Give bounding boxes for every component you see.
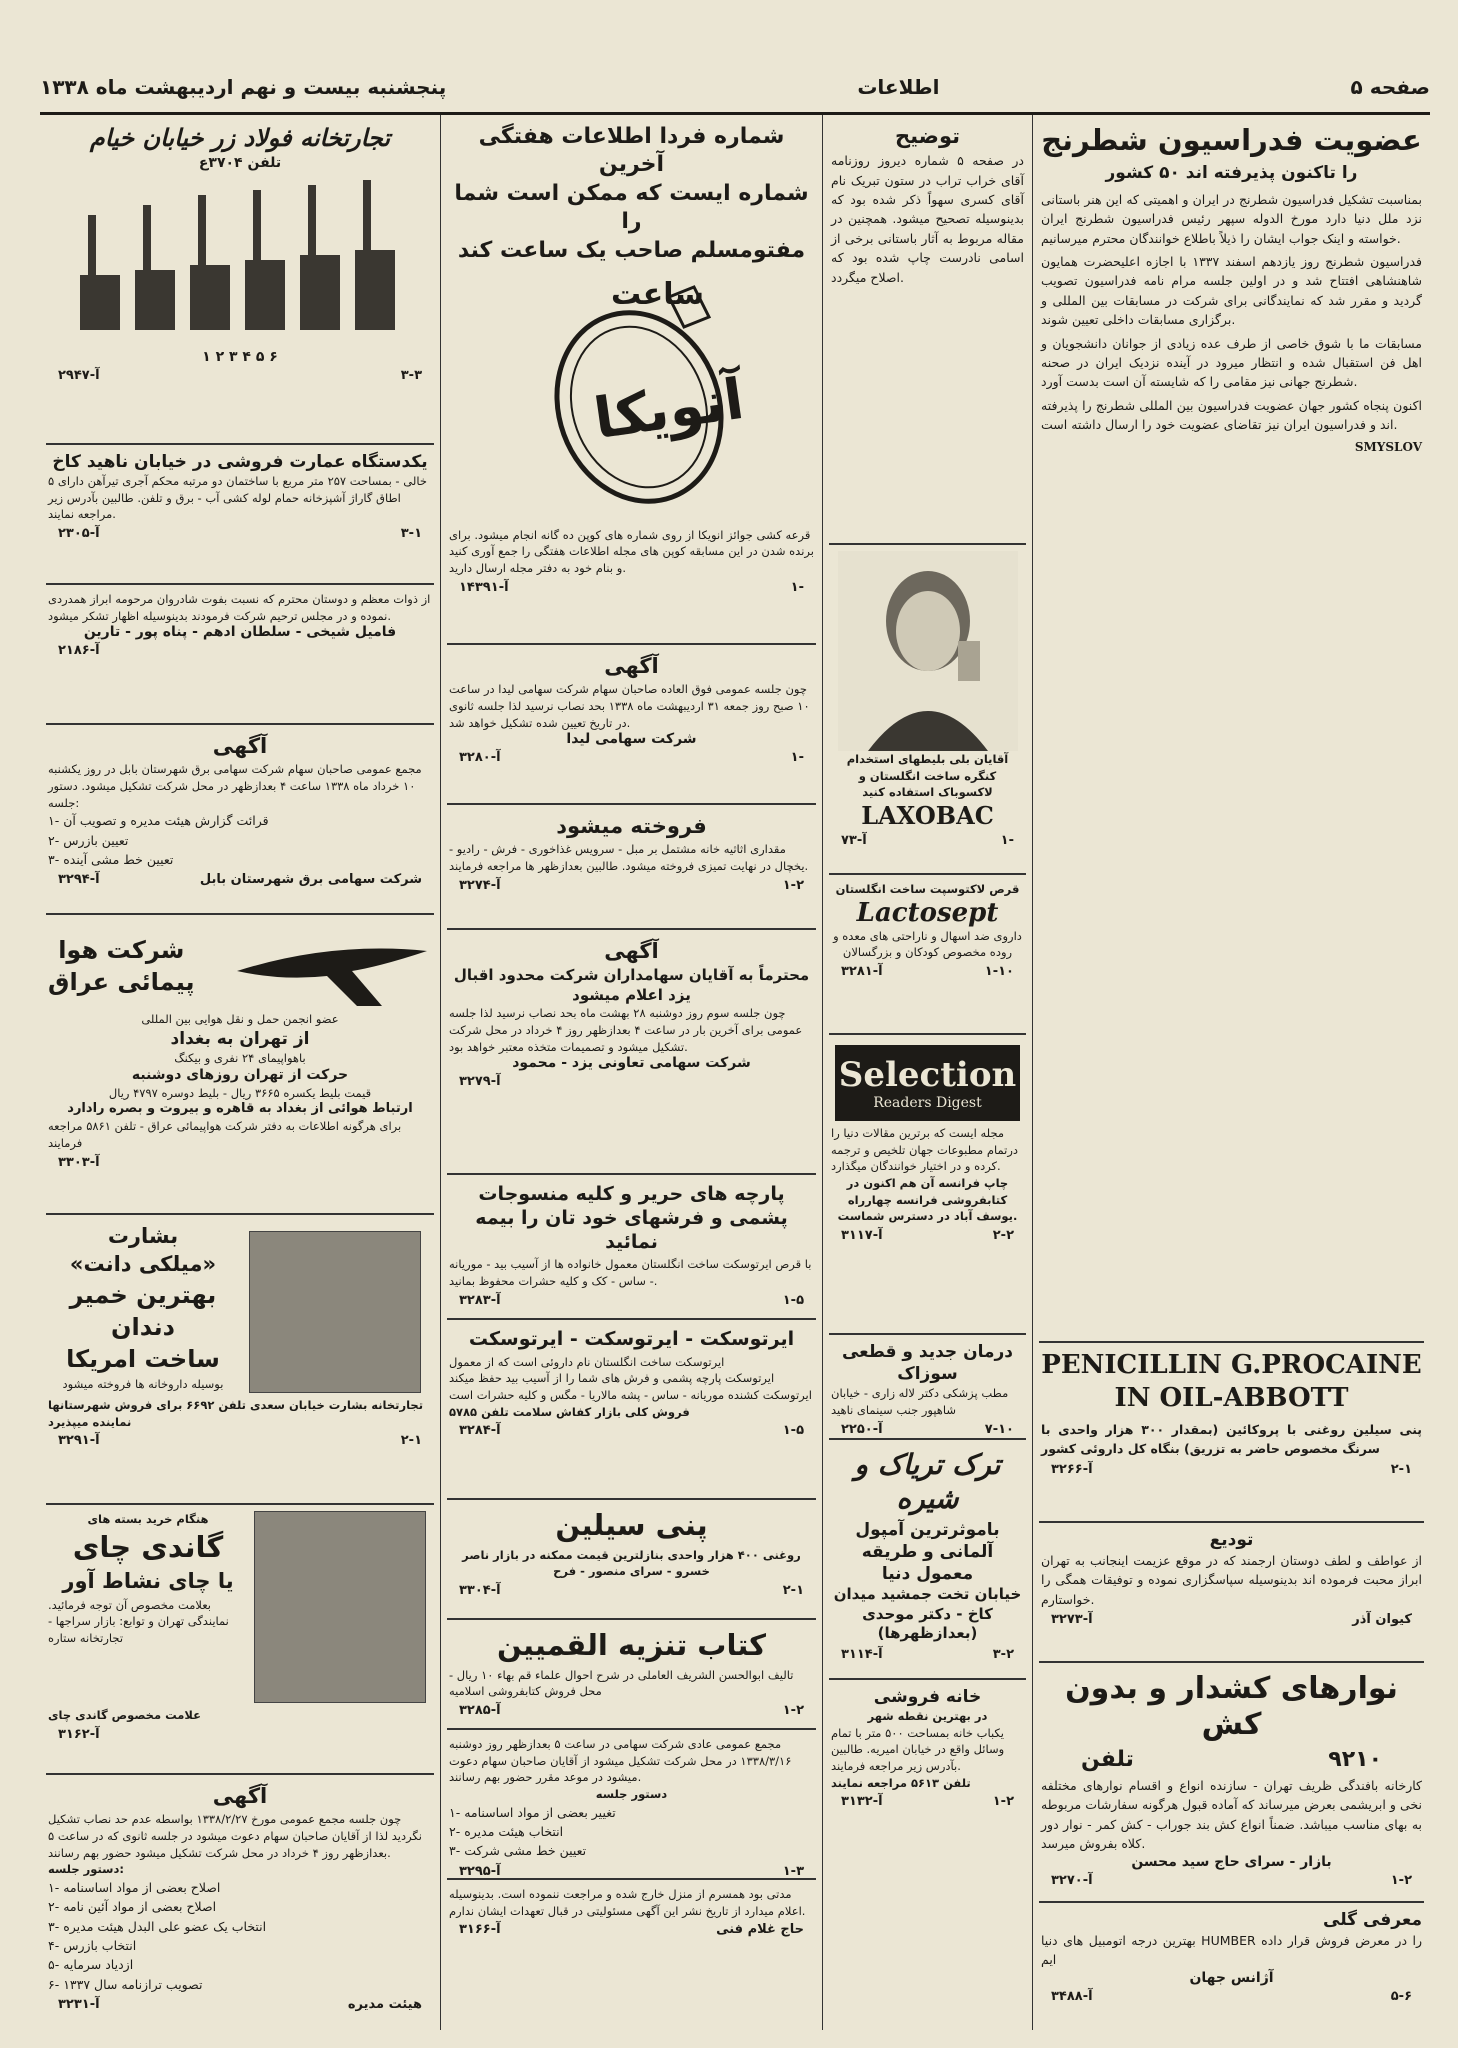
lactosept-brand: Lactosept <box>856 897 999 928</box>
ad-code: آ-۳۲۸۳ ۱-۵ <box>459 1292 804 1308</box>
lida-signature: شرکت سهامی لیدا <box>566 731 697 748</box>
airline-info: برای هرگونه اطلاعات به دفتر شرکت هواپیمائی عراق - تلفن ۵۸۶۱ مراجعه فرمایند <box>48 1119 402 1150</box>
assembly-agenda-title: دستور جلسه <box>595 1787 668 1802</box>
airline-price: قیمت بلیط یکسره ۳۶۶۵ ریال - بلیط دوسره ۴۷۹۷ ریال <box>108 1085 372 1100</box>
lida-notice <box>447 645 816 805</box>
foundry-ad <box>46 115 434 445</box>
toothpaste-title: ساخت امریکا <box>66 1344 220 1373</box>
laxobac-brand: LAXOBAC <box>861 801 994 831</box>
agenda-item: ۵- ازدیاد سرمایه <box>48 1957 134 1973</box>
issue-date: پنجشنبه بیست و نهم اردیبهشت ماه ۱۳۳۸ <box>40 75 447 99</box>
chess-paragraph: بمناسبت تشکیل فدراسیون شطرنج در ایران و اهمیتی که این هنر باستانی نزد ملل دنیا دارد مورخ الدوله سپهر رئیس فدراسیون شطرنج ایران خواسته و اینک جواب ایشان را ذیلاً باطلاع خوانندگان محترم میرسانیم. <box>1041 191 1422 246</box>
gandhi-text: بعلامت مخصوص آن توجه فرمائید. نمایندگی تهران و توابع: بازار سراجها - تجارتخانه ستاره <box>48 1597 229 1646</box>
airline-line: عضو انجمن حمل و نقل هوایی بین المللی <box>141 1012 339 1026</box>
ad-code: آ-۳۲۷۴ ۱-۲ <box>459 877 804 893</box>
column-4 <box>40 115 440 2030</box>
correction-text: در صفحه ۵ شماره دیروز روزنامه آقای خراب تراب در ستون تبریک نام آقای کسری سهواً ذکر شده بود که بدینوسیله تصحیح میشود. همچنین در مقاله مربوط به آثار باستانی برخی از اسامی نادرست چاپ شده بود که اصلاح میگردد. <box>831 153 1024 285</box>
agenda-item: ۴- انتخاب بازرس <box>48 1938 137 1954</box>
ribbon-factory-ad <box>1039 1663 1424 1903</box>
ad-code: آ-۳۱۳۲ ۱-۲ <box>841 1794 1014 1810</box>
ad-code: آ-۷۳ ۱- <box>841 833 1014 849</box>
penicillin-abbott-title: PENICILLIN G.PROCAINE IN OIL-ABBOTT <box>1041 1350 1422 1413</box>
chess-paragraph: فدراسیون شطرنج روز یازدهم اسفند ۱۳۳۷ با اجازه اعلیحضرت همایون شاهنشاهی افتتاح شد و در اولین جلسه مرام نامه فدراسیون تصویب گردید و مقرر شد که نمایندگانی برای شرکت در مسابقات بین المللی و برگزاری مسابقات داخلی تعیین شوند. <box>1041 254 1423 328</box>
sahand-text: چون جلسه مجمع عمومی مورخ ۱۳۳۸/۲/۲۷ بواسطه عدم حد نصاب تشکیل نگردید لذا از آقایان صاحبان سهام دعوت میشود در جلسه ثانوی که در ساعت ۵ بعدازظهر روز ۴ خرداد در محل شرکت تشکیل میشود حضور بهم رسانند. <box>48 1812 422 1860</box>
ad-code: آ-۳۲۹۵ ۱-۳ <box>459 1863 804 1879</box>
selection-text: مجله ایست که برترین مقالات دنیا را درتمام مطبوعات جهان تلخیص و ترجمه کرده و در اختیار خوانندگان میگذارد. <box>831 1126 1018 1174</box>
book-text: تالیف ابوالحسن الشریف العاملی در شرح احوال علماء قم بهاء ۱۰ ریال - محل فروش کتابفروشی اسلامیه <box>449 1667 794 1699</box>
ad-code: آ-۳۲۶۶ ۲-۱ <box>1051 1461 1412 1477</box>
gandhi-head: هنگام خرید بسته های <box>87 1512 209 1526</box>
toothpaste-text: تجارتخانه بشارت خیابان سعدی تلفن ۶۶۹۲ برای فروش شهرستانها نماینده میپذیرد <box>48 1398 424 1429</box>
selection-sub: Readers Digest <box>873 1095 982 1111</box>
for-sale-title: فروخته میشود <box>556 814 707 838</box>
watch-brand: آنویکا <box>590 366 748 452</box>
ad-code: آ-۳۲۷۰ ۱-۲ <box>1051 1872 1412 1888</box>
ad-code: آ-۳۲۸۵ ۱-۲ <box>459 1703 804 1719</box>
watch-text: قرعه کشی جوائز انویکا از روی شماره های کوپن ده گانه انجام میشود. برای برنده شدن در این مسابقه کوپن های مجله اطلاعات هفتگی را جمع آوری کنید و بنام خود به دفتر مجله ارسال دارید. <box>449 527 814 575</box>
sahand-title: آگهی <box>212 1784 268 1808</box>
agenda-item: ۱- تغییر بعضی از مواد اساسنامه <box>449 1804 616 1820</box>
ad-code: آ-۳۲۷۹ <box>459 1074 501 1090</box>
toothpaste-sub: بوسیله داروخانه ها فروخته میشود <box>62 1376 224 1391</box>
foundry-title: تجارتخانه فولاد زر خیابان خیام <box>89 124 391 152</box>
watch-headline: شماره فردا اطلاعات هفتگی آخرین <box>478 124 785 177</box>
airline-schedule: حرکت از تهران روزهای دوشنبه <box>131 1067 349 1084</box>
gandhi-portrait <box>254 1511 426 1703</box>
building-title: یکدستگاه عمارت فروشی در خیابان ناهید کاخ <box>52 452 428 472</box>
ribbon-title: نوارهای کشدار و بدون کش <box>1065 1671 1398 1742</box>
sahand-notice <box>46 1775 434 2030</box>
yazd-signature: شرکت سهامی تعاونی یزد - محمود <box>512 1055 751 1072</box>
ad-code: آ-۳۲۸۴ ۱-۵ <box>459 1423 804 1439</box>
paper-name: اطلاعات <box>857 75 940 99</box>
treatment-title: درمان جدید و قطعی سوزاک <box>841 1342 1013 1385</box>
column-3 <box>440 115 822 2030</box>
agenda-item: ۳- انتخاب یک عضو علی البدل هیئت مدیره <box>48 1918 267 1934</box>
masthead <box>40 62 1430 115</box>
humber-title: معرفی گلی <box>1323 1910 1422 1930</box>
agenda-item: ۲- تعیین بازرس <box>48 832 129 848</box>
lactosept-ad <box>829 875 1026 1035</box>
agenda-item: ۲- انتخاب هیئت مدیره <box>449 1824 564 1840</box>
correction-notice <box>829 115 1026 545</box>
gandhi-title: گاندی چای <box>72 1529 224 1564</box>
ad-code: آ-۳۱۶۲ <box>58 1726 100 1742</box>
toothpaste-title: بشارت <box>107 1224 179 1248</box>
foundry-phone: تلفن ۳۷۰۴ع <box>198 155 282 171</box>
house-sale-ad <box>829 1680 1026 1900</box>
lactosept-text: داروی ضد اسهال و ناراحتی های معده و روده مخصوص کودکان و بزرگسالان <box>833 928 1022 960</box>
ad-code: آ-۳۲۷۳ کیوان آذر <box>1051 1612 1412 1628</box>
ad-code: آ-۳۲۸۱ ۱-۱۰ <box>841 964 1014 980</box>
toothpaste-title: بهترین خمیر <box>69 1280 217 1309</box>
watch-label: ساعت <box>610 276 704 312</box>
column-1 <box>1032 115 1430 2030</box>
building-sale-ad <box>46 445 434 585</box>
iraqi-airways-ad <box>46 915 434 1215</box>
selection-brand: Selection <box>838 1055 1017 1095</box>
lactosept-line: قرص لاکتوسپت ساخت انگلستان <box>835 882 1020 896</box>
book-ad <box>447 1620 816 1730</box>
babol-electric-notice <box>46 725 434 915</box>
irtosekt-line: ایرتوسکت ساخت انگلستان نام داروئی است که از معمول <box>449 1354 725 1369</box>
airline-title: پیمائی عراق <box>48 968 195 996</box>
babol-text: مجمع عمومی صاحبان سهام شرکت سهامی برق شهرستان بابل در روز یکشنبه ۱۰ خرداد ماه ۱۳۳۸ ساعت ۴ بعدازظهر در محل شرکت تشکیل میشود. دستور جلسه: <box>48 762 422 810</box>
chess-paragraph: مسابقات ما با شوق خاصی از طرف عده زیادی از جوانان دانشجویان و اهل فن استقبال شده و انتظار میرود در آینده نزدیک ایران در صحنه شطرنج جهانی نیز مقامی را که شایسته آن است بدست آورد. <box>1041 335 1422 390</box>
ribbon-address: بازار - سرای حاج سید محسن <box>1131 1853 1332 1870</box>
ribbon-text: کارخانه بافندگی ظریف تهران - سازنده انواع و اقسام نوارهای مختلفه نخی و ابریشمی بعرض میرساند که آماده قبول هرگونه سفارشات مربوطه به بهای مناسب میباشد. ضمناً انواع کش بند جوراب - کش کمر - نوار دور کلاه بفروش میرسد. <box>1041 1778 1422 1852</box>
babol-title: آگهی <box>212 734 268 758</box>
agenda-item: ۳- تعیین خط مشی آینده <box>48 852 174 868</box>
farewell-text: از عواطف و لطف دوستان ارجمند که در موقع عزیمت اینجانب به تهران ابراز محبت فرموده اند بدینوسیله سپاسگزاری نموده و توفیقات همگی را خواستارم. <box>1041 1553 1422 1607</box>
toothpaste-photo <box>249 1231 421 1393</box>
yazd-title: آگهی <box>604 939 659 963</box>
gandhi-note: علامت مخصوص گاندی چای <box>48 1708 201 1722</box>
lida-text: چون جلسه عمومی فوق العاده صاحبان سهام شرکت سهامی لیدا در ساعت ۱۰ صبح روز جمعه ۳۱ اردیبهشت ماه ۱۳۳۸ بحد نصاب نرسید لذا جلسه ثانوی در تاریخ تعیین شده تشکیل خواهد شد. <box>449 682 810 730</box>
treatment-ad <box>829 1335 1026 1440</box>
toothpaste-title: دندان <box>111 1312 175 1341</box>
ad-code: آ-۳۱۱۷ ۲-۲ <box>841 1228 1014 1244</box>
ad-code: آ-۳۲۹۱ ۲-۱ <box>58 1433 422 1449</box>
toothpaste-title: «میلکی دانت» <box>69 1252 217 1277</box>
ad-code: آ-۲۹۴۷ ۳-۳ <box>58 368 422 383</box>
humber-ad <box>1039 1903 1424 2023</box>
watch-headline: شماره ایست که ممکن است شما را <box>454 181 809 234</box>
for-sale-ad <box>447 805 816 930</box>
airline-route: از تهران به بغداد <box>170 1028 310 1049</box>
house-sale-title: خانه فروشی <box>873 1687 982 1707</box>
opium-address: خیابان تخت جمشید میدان کاخ - دکتر موحدی (بعدازظهرها) <box>833 1585 1022 1643</box>
yazd-text: چون جلسه سوم روز دوشنبه ۲۸ بهشت ماه بحد نصاب نرسید لذا جلسه عمومی برای آخرین بار در ساعت ۴ بعدازظهر روز ۴ خرداد در محل شرکت تشکیل میشود و تصمیمات متخذه معتبر خواهد بود. <box>449 1006 803 1054</box>
irtosekt-title: ایرتوسکت - ایرتوسکت - ایرتوسکت <box>468 1328 795 1350</box>
laxobac-ad <box>829 545 1026 875</box>
house-sale-text: یکباب خانه بمساحت ۵۰۰ متر با تمام وسائل واقع در خیابان امیریه. طالبین بآدرس زیر مراجعه فرمایند. <box>831 1725 1005 1774</box>
selection-logo <box>835 1045 1020 1121</box>
agenda-item: ۱- اصلاح بعضی از مواد اساسنامه <box>48 1879 221 1895</box>
opium-text: باموثرترین آمپول آلمانی و طریقه معمول دنیا <box>855 1520 1000 1585</box>
chess-title: عضویت فدراسیون شطرنج <box>1041 123 1422 157</box>
page-number: صفحه ۵ <box>1350 75 1430 99</box>
toothpaste-ad <box>46 1215 434 1505</box>
chess-article <box>1039 115 1424 1343</box>
yazd-notice <box>447 930 816 1175</box>
airline-connect: ارتباط هوائی از بغداد به قاهره و بیروت و بصره رادارد <box>67 1101 413 1117</box>
irtosekt-sale: فروش کلی بازار کفاش سلامت تلفن ۵۷۸۵ <box>449 1404 690 1419</box>
phone-number: ۹۲۱۰ <box>1328 1747 1382 1772</box>
selection-ad <box>829 1035 1026 1335</box>
ad-code: آ-۳۱۶۶ حاج غلام فنی <box>459 1922 804 1938</box>
selection-tag: چاپ فرانسه آن هم اکنون در کتابفروشی فرانسه چهارراه یوسف آباد در دسترس شماست. <box>837 1176 1018 1224</box>
condolence-thanks <box>46 585 434 725</box>
chess-subtitle: را تاکنون پذیرفته اند ۵۰ کشور <box>1105 162 1358 183</box>
personal-text: مدتی بود همسرم از منزل خارج شده و مراجعت ننموده است. بدینوسیله اعلام میدارد از تاریخ نشر این آگهی مسئولیتی در قبال تعهدات ایشان ندارم. <box>449 1887 806 1918</box>
irtosekt-ad <box>447 1320 816 1500</box>
agenda-item: ۳- تعیین خط مشی شرکت <box>449 1843 587 1859</box>
humber-agent: آژانس جهان <box>1189 1969 1274 1986</box>
lida-title: آگهی <box>604 654 659 678</box>
airline-schedule: باهواپیمای ۲۴ نفری و بیکنگ <box>174 1050 306 1065</box>
column-2 <box>822 115 1032 2030</box>
pump-machines-illustration <box>60 175 420 345</box>
assembly-notice <box>447 1730 816 1880</box>
ad-code: آ-۳۱۱۴ ۳-۲ <box>841 1646 1014 1662</box>
smyslov-label: SMYSLOV <box>1354 440 1422 455</box>
ad-code: آ-۳۲۳۱ هیئت مدیره <box>58 1997 422 2013</box>
opium-ad <box>829 1440 1026 1680</box>
ad-code: آ-۳۳۰۳ <box>58 1154 100 1170</box>
fabric-text: با قرص ایرتوسکت ساخت انگلستان معمول خانواده ها از آسیب بید - موریانه - ساس - کک و کلیه حشرات محفوظ بمانید. <box>449 1257 812 1288</box>
building-text: خالی - بمساحت ۲۵۷ متر مربع با ساختمان دو مرتبه محکم آجری تیرآهن دارای ۵ اطاق گاراژ آشپزخانه حمام لوله کشی آب - برق و تلفن. طالبین بآدرس زیر مراجعه نمایند. <box>48 474 427 522</box>
omega-watch-ad <box>447 115 816 645</box>
house-sale-phone: تلفن ۵۶۱۳ مراجعه نمایند <box>831 1775 971 1790</box>
treatment-text: مطب پزشکی دکتر لاله زاری - خیابان شاهپور جنب سینمای ناهید <box>831 1386 1009 1417</box>
fabric-title: پارچه های حریر و کلیه منسوجات پشمی و فرشهای خود تان را بیمه نمائید <box>475 1183 788 1253</box>
phone-label: تلفن <box>1081 1747 1134 1772</box>
airline-title: شرکت هوا <box>58 936 185 964</box>
yazd-head: محترماً به آقایان سهامداران شرکت محدود اقبال یزد اعلام میشود <box>453 966 810 1004</box>
penicillin-ad <box>447 1500 816 1620</box>
ad-code: آ-۳۲۹۴ شرکت سهامی برق شهرستان بابل <box>58 872 422 888</box>
irtosekt-line: ایرتوسکت پارچه پشمی و فرش های شما را از آسیب بید حفظ میکند <box>449 1371 775 1386</box>
ad-code: آ-۳۳۰۴ ۲-۱ <box>459 1583 804 1599</box>
assembly-intro: مجمع عمومی عادی شرکت سهامی در ساعت ۵ بعدازظهر روز دوشنبه ۱۳۳۸/۳/۱۶ در محل شرکت تشکیل میشود از آقایان صاحبان سهام دعوت میشود در موعد مقرر حضور بهم رسانند. <box>449 1737 792 1785</box>
ad-code: آ-۲۳۰۵ ۳-۱ <box>58 526 422 542</box>
ad-code: آ-۳۴۸۸ ۵-۶ <box>1051 1988 1412 2004</box>
farewell-notice <box>1039 1523 1424 1663</box>
chess-paragraph: اکنون پنجاه کشور جهان عضویت فدراسیون بین المللی شطرنج را پذیرفته اند و فدراسیون ایران نیز تقاضای عضویت خود را ارسال داشته است. <box>1041 397 1422 433</box>
ad-code: آ-۱۴۳۹۱ ۱- <box>459 579 804 595</box>
agenda-item: ۱- قرائت گزارش هیئت مدیره و تصویب آن <box>48 813 269 829</box>
condolence-text: از ذوات معظم و دوستان محترم که نسبت بفوت شادروان مرحومه ابراز همدردی نموده و در مجلس ترحیم شرکت فرمودند بدینوسیله اظهار تشکر میشود. <box>48 592 431 623</box>
penicillin-abbott-desc: پنی سیلین روغنی با پروکائین (بمقدار ۳۰۰ هزار واحدی با سرنگ مخصوص حاضر به تزریق) بنگاه کل داروئی کشور <box>1041 1422 1422 1457</box>
airplane-icon <box>232 921 432 1011</box>
agenda-item: ۶- تصویب ترازنامه سال ۱۳۳۷ <box>48 1976 203 1992</box>
agenda-item: ۲- اصلاح بعضی از مواد آئین نامه <box>48 1899 217 1915</box>
book-title: کتاب تنزیه القمیین <box>496 1628 767 1662</box>
ad-code: آ-۳۲۸۰ ۱- <box>459 750 804 766</box>
man-portrait-illustration <box>838 551 1018 751</box>
irtosekt-line: ایرتوسکت کشنده موریانه - ساس - پشه مالاریا - مگس و کلیه حشرات است <box>449 1388 812 1403</box>
opium-title: ترک تریاک و شیره <box>854 1448 1001 1515</box>
laxobac-caption: آقایان بلی بلیطهای استخدام کنگره ساخت انگلستان و لاکسوباک استفاده کنید <box>846 752 1009 800</box>
sahand-agenda: دستور جلسه: <box>48 1862 125 1877</box>
condolence-signature: فامیل شیخی - سلطان ادهم - پناه پور - تارین <box>83 624 397 641</box>
watch-headline: مفتومسلم صاحب یک ساعت کند <box>457 238 806 263</box>
ad-code: آ-۲۱۸۶ <box>58 643 100 659</box>
ad-code: آ-۲۲۵۰ ۷-۱۰ <box>841 1421 1014 1437</box>
farewell-title: تودیع <box>1209 1530 1254 1550</box>
foundry-numbers: ۱ ۲ ۳ ۴ ۵ ۶ <box>202 349 278 365</box>
correction-title: توضیح <box>894 124 961 148</box>
humber-text: بهترین درجه اتومبیل های دنیا HUMBER را در معرض فروش قرار داده ایم <box>1041 1933 1422 1968</box>
for-sale-text: مقداری اثاثیه خانه مشتمل بر مبل - سرویس غذاخوری - فرش - رادیو - یخچال در نهایت تمیزی فروخته میشود. طالبین بعدازظهر ها مراجعه فرمایند. <box>449 842 809 873</box>
penicillin-title: پنی سیلین <box>555 1508 708 1542</box>
penicillin-text: روغنی ۴۰۰ هزار واحدی بنازلترین قیمت ممکنه در بازار ناصر خسرو - سرای منصور - فرح <box>462 1547 801 1579</box>
fabric-insurance-ad <box>447 1175 816 1320</box>
gandhi-sub: یا چای نشاط آور <box>62 1569 234 1594</box>
personal-notice <box>447 1880 816 2000</box>
penicillin-abbott-ad <box>1039 1343 1424 1523</box>
gandhi-tea-ad <box>46 1505 434 1775</box>
house-sale-sub: در بهترین نقطه شهر <box>867 1709 988 1724</box>
